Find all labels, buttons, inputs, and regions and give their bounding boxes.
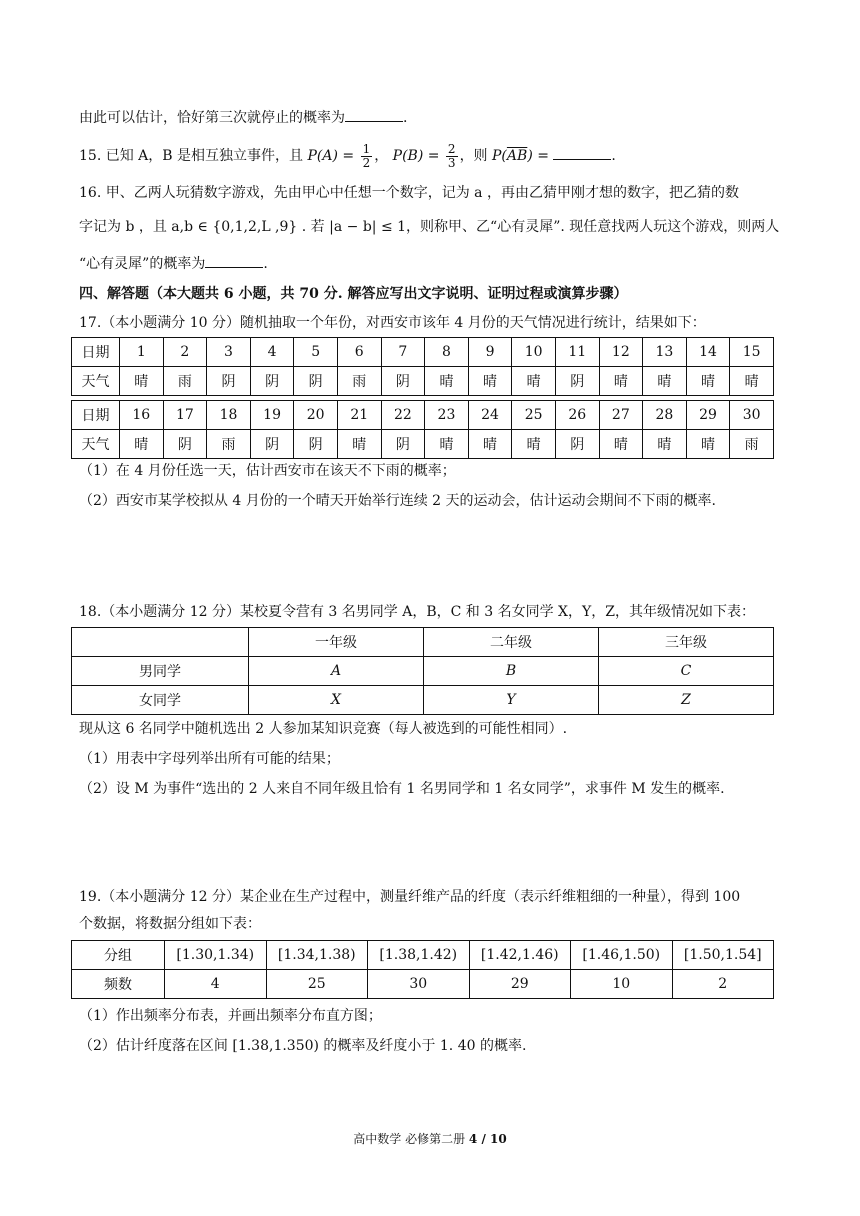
row-label: 天气 bbox=[72, 367, 120, 396]
weather-cell: 晴 bbox=[425, 367, 469, 396]
weather-cell: 晴 bbox=[120, 430, 164, 459]
table-row bbox=[72, 367, 774, 396]
date-cell: 2 bbox=[163, 338, 207, 367]
row-label: 男同学 bbox=[72, 657, 249, 686]
q19-intro-2: 个数据，将数据分组如下表： bbox=[79, 916, 261, 932]
date-cell: 15 bbox=[730, 338, 774, 367]
date-cell: 23 bbox=[425, 401, 469, 430]
q15-pa-label: P(A) = bbox=[307, 148, 355, 164]
weather-cell: 阴 bbox=[381, 367, 425, 396]
group-cell: [1.42,1.46) bbox=[469, 941, 571, 970]
student-letter: Z bbox=[681, 692, 691, 708]
q15-ab-complement: $\overline{AB}$ bbox=[506, 148, 528, 164]
student-letter: C bbox=[680, 663, 692, 679]
table-row bbox=[72, 401, 774, 430]
date-cell: 6 bbox=[337, 338, 381, 367]
weather-cell: 晴 bbox=[512, 430, 556, 459]
frequency-cell: 25 bbox=[266, 970, 368, 999]
q17-intro: 17.（本小题满分 10 分）随机抽取一个年份，对西安市该年 4 月份的天气情况进行统计，结果如下： bbox=[79, 315, 706, 331]
q16-line-3-text: “心有灵犀”的概率为 bbox=[79, 256, 206, 272]
weather-cell: 雨 bbox=[337, 367, 381, 396]
q15-pb-denominator: 3 bbox=[447, 155, 456, 170]
weather-cell: 晴 bbox=[599, 430, 643, 459]
table-row bbox=[72, 430, 774, 459]
student-letter: B bbox=[505, 663, 517, 679]
q19-frequency-table bbox=[71, 940, 774, 999]
frequency-cell: 29 bbox=[469, 970, 571, 999]
q18-grade-table bbox=[71, 627, 774, 715]
group-cell: [1.50,1.54] bbox=[672, 941, 774, 970]
footer-text: 高中数学 必修第二册 bbox=[353, 1132, 469, 1146]
student-letter: A bbox=[330, 663, 342, 679]
table-row bbox=[72, 657, 774, 686]
q17-weather-table-2 bbox=[71, 400, 774, 459]
q14-tail-line: 由此可以估计，恰好第三次就停止的概率为 . bbox=[79, 110, 408, 126]
weather-cell: 晴 bbox=[730, 367, 774, 396]
weather-cell: 晴 bbox=[643, 367, 687, 396]
weather-cell: 阴 bbox=[555, 367, 599, 396]
date-cell: 20 bbox=[294, 401, 338, 430]
weather-cell: 晴 bbox=[468, 430, 512, 459]
weather-cell: 阴 bbox=[294, 367, 338, 396]
table-row bbox=[72, 686, 774, 715]
date-cell: 24 bbox=[468, 401, 512, 430]
group-cell: [1.46,1.50) bbox=[571, 941, 673, 970]
date-cell: 30 bbox=[730, 401, 774, 430]
row-label: 日期 bbox=[72, 338, 120, 367]
weather-cell: 阴 bbox=[250, 430, 294, 459]
date-cell: 29 bbox=[686, 401, 730, 430]
q18-after: 现从这 6 名同学中随机选出 2 人参加某知识竞赛（每人被选到的可能性相同）. bbox=[79, 721, 568, 737]
q15-pb-numerator: 2 bbox=[447, 141, 456, 156]
table-cell bbox=[424, 657, 599, 686]
date-cell: 11 bbox=[555, 338, 599, 367]
header-cell: 三年级 bbox=[599, 628, 774, 657]
weather-cell: 阴 bbox=[207, 367, 251, 396]
page-footer bbox=[0, 1130, 860, 1147]
date-cell: 3 bbox=[207, 338, 251, 367]
student-letter: X bbox=[331, 692, 341, 708]
header-cell: 二年级 bbox=[424, 628, 599, 657]
row-label: 天气 bbox=[72, 430, 120, 459]
row-label: 频数 bbox=[72, 970, 165, 999]
header-cell bbox=[72, 628, 249, 657]
weather-cell: 晴 bbox=[120, 367, 164, 396]
q15-prefix: 15. 已知 A，B 是相互独立事件，且 bbox=[79, 148, 304, 164]
section-heading: 四、解答题（本大题共 6 小题，共 70 分. 解答应写出文字说明、证明过程或演算步骤） bbox=[79, 286, 628, 302]
weather-cell: 阴 bbox=[163, 430, 207, 459]
q15-p-close: ) = bbox=[527, 148, 549, 164]
weather-cell: 晴 bbox=[643, 430, 687, 459]
date-cell: 12 bbox=[599, 338, 643, 367]
q17-sub2: （2）西安市某学校拟从 4 月份的一个晴天开始举行连续 2 天的运动会，估计运动会期间不下雨的概率. bbox=[79, 493, 716, 509]
table-row bbox=[72, 338, 774, 367]
table-cell bbox=[424, 686, 599, 715]
date-cell: 21 bbox=[337, 401, 381, 430]
date-cell: 10 bbox=[512, 338, 556, 367]
frequency-cell: 30 bbox=[368, 970, 470, 999]
row-label: 女同学 bbox=[72, 686, 249, 715]
weather-cell: 雨 bbox=[163, 367, 207, 396]
q18-intro: 18.（本小题满分 12 分）某校夏令营有 3 名男同学 A，B，C 和 3 名女同学 X，Y，Z，其年级情况如下表： bbox=[79, 604, 755, 620]
date-cell: 17 bbox=[163, 401, 207, 430]
weather-cell: 晴 bbox=[425, 430, 469, 459]
q15-p-open: P( bbox=[492, 148, 507, 164]
group-cell: [1.34,1.38) bbox=[266, 941, 368, 970]
date-cell: 22 bbox=[381, 401, 425, 430]
weather-cell: 晴 bbox=[512, 367, 556, 396]
q16-line-2: 字记为 b ，且 a,b ∈ {0,1,2,L ,9} . 若 |a − b| ≤ 1，则称甲、乙“心有灵犀”. 现任意找两人玩这个游戏，则两人 bbox=[79, 219, 780, 235]
answer-blank bbox=[205, 254, 263, 268]
weather-cell: 晴 bbox=[686, 430, 730, 459]
q16-line-1: 16. 甲、乙两人玩猜数字游戏，先由甲心中任想一个数字，记为 a ，再由乙猜甲刚才想的数字，把乙猜的数 bbox=[79, 185, 739, 201]
date-cell: 13 bbox=[643, 338, 687, 367]
frequency-cell: 2 bbox=[672, 970, 774, 999]
date-cell: 8 bbox=[425, 338, 469, 367]
date-cell: 5 bbox=[294, 338, 338, 367]
student-letter: Y bbox=[506, 692, 516, 708]
frequency-cell: 10 bbox=[571, 970, 673, 999]
group-cell: [1.30,1.34) bbox=[165, 941, 267, 970]
weather-cell: 阴 bbox=[294, 430, 338, 459]
row-label: 分组 bbox=[72, 941, 165, 970]
table-row bbox=[72, 941, 774, 970]
q18-sub2: （2）设 M 为事件“选出的 2 人来自不同年级且恰有 1 名男同学和 1 名女同学”，求事件 M 发生的概率. bbox=[79, 781, 725, 797]
q19-intro-1: 19.（本小题满分 12 分）某企业在生产过程中，测量纤维产品的纤度（表示纤维粗细的一种量），得到 100 bbox=[79, 889, 741, 905]
row-label: 日期 bbox=[72, 401, 120, 430]
q15-pb-fraction bbox=[446, 143, 458, 170]
date-cell: 16 bbox=[120, 401, 164, 430]
q17-sub1: （1）在 4 月份任选一天，估计西安市在该天不下雨的概率； bbox=[79, 463, 456, 479]
weather-cell: 晴 bbox=[599, 367, 643, 396]
weather-cell: 阴 bbox=[555, 430, 599, 459]
header-cell: 一年级 bbox=[249, 628, 424, 657]
q15-pb-label: P(B) = bbox=[392, 148, 440, 164]
page-number: 4 / 10 bbox=[468, 1132, 507, 1146]
q15-pa-numerator: 1 bbox=[362, 141, 371, 156]
q15-pa-fraction bbox=[361, 143, 373, 170]
date-cell: 1 bbox=[120, 338, 164, 367]
q15-line: 15. 已知 A，B 是相互独立事件，且 P(A) = $\frac{1}{2}$ ， P(B) = $\frac{2}{3}$ ，则 $P(\overline{AB})$ = . bbox=[79, 141, 616, 170]
date-cell: 14 bbox=[686, 338, 730, 367]
q16-line-3: “心有灵犀”的概率为 . bbox=[79, 256, 268, 272]
date-cell: 25 bbox=[512, 401, 556, 430]
table-row bbox=[72, 970, 774, 999]
answer-blank bbox=[553, 146, 611, 160]
table-cell bbox=[599, 657, 774, 686]
q15-then: ，则 bbox=[459, 148, 488, 164]
q17-weather-table-1 bbox=[71, 337, 774, 396]
date-cell: 27 bbox=[599, 401, 643, 430]
weather-cell: 晴 bbox=[337, 430, 381, 459]
group-cell: [1.38,1.42) bbox=[368, 941, 470, 970]
q14-tail-text: 由此可以估计，恰好第三次就停止的概率为 bbox=[79, 110, 345, 126]
weather-cell: 雨 bbox=[730, 430, 774, 459]
table-cell bbox=[249, 657, 424, 686]
date-cell: 26 bbox=[555, 401, 599, 430]
table-cell bbox=[249, 686, 424, 715]
answer-blank bbox=[345, 108, 403, 122]
q19-sub2: （2）估计纤度落在区间 [1.38,1.350) 的概率及纤度小于 1. 40 的概率. bbox=[79, 1038, 527, 1054]
q15-pa-denominator: 2 bbox=[362, 155, 371, 170]
date-cell: 28 bbox=[643, 401, 687, 430]
date-cell: 4 bbox=[250, 338, 294, 367]
date-cell: 9 bbox=[468, 338, 512, 367]
date-cell: 18 bbox=[207, 401, 251, 430]
weather-cell: 雨 bbox=[207, 430, 251, 459]
table-cell bbox=[599, 686, 774, 715]
weather-cell: 晴 bbox=[686, 367, 730, 396]
frequency-cell: 4 bbox=[165, 970, 267, 999]
q18-sub1: （1）用表中字母列举出所有可能的结果； bbox=[79, 751, 340, 767]
q19-sub1: （1）作出频率分布表，并画出频率分布直方图； bbox=[79, 1008, 382, 1024]
q15-end: . bbox=[611, 148, 616, 164]
weather-cell: 阴 bbox=[381, 430, 425, 459]
weather-cell: 阴 bbox=[250, 367, 294, 396]
weather-cell: 晴 bbox=[468, 367, 512, 396]
date-cell: 19 bbox=[250, 401, 294, 430]
table-row bbox=[72, 628, 774, 657]
date-cell: 7 bbox=[381, 338, 425, 367]
